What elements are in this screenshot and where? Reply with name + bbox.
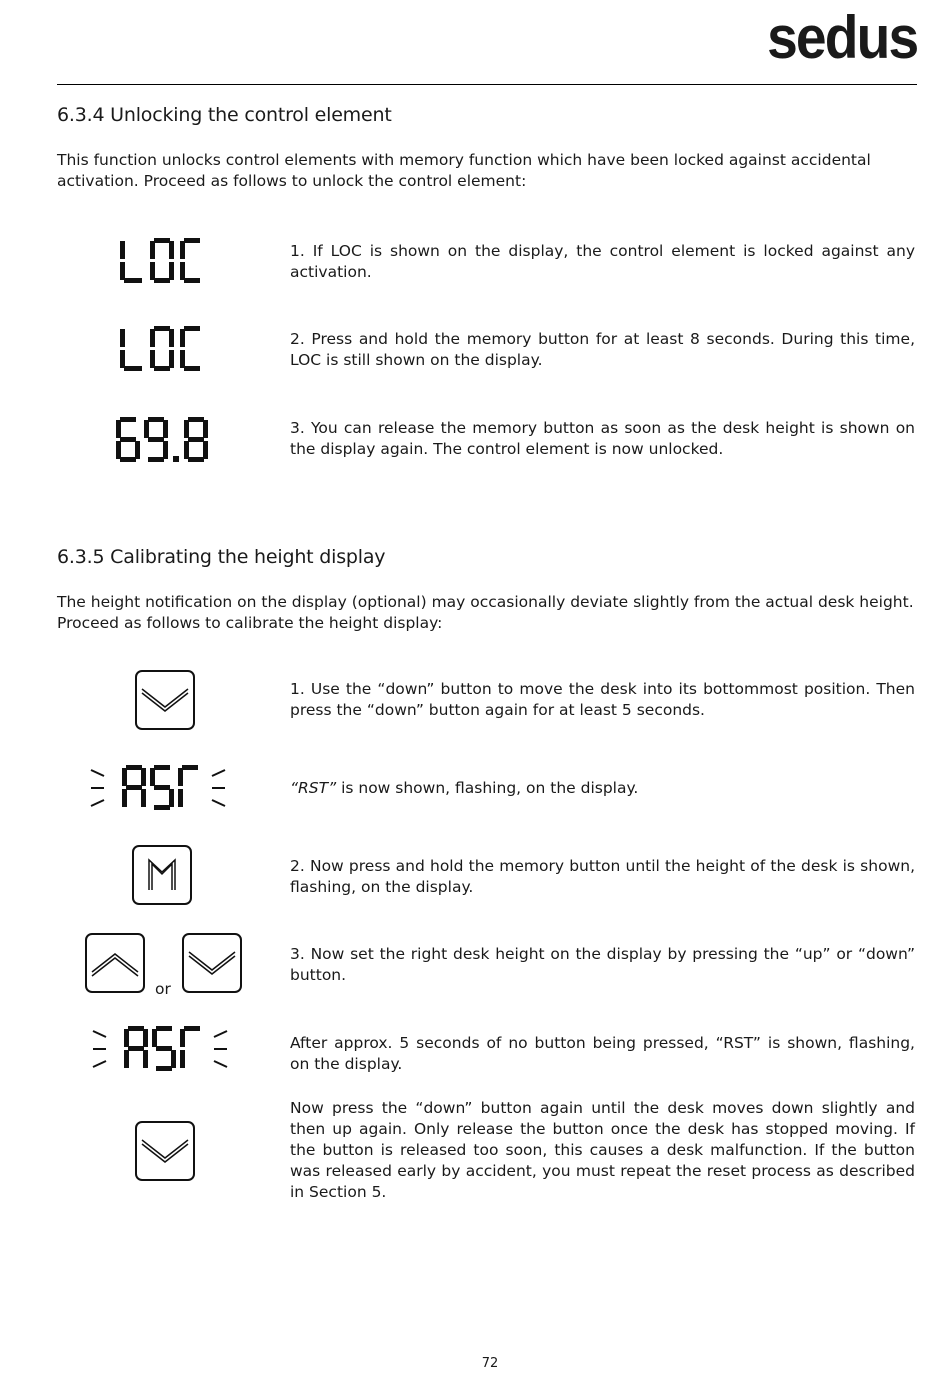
section-intro-unlocking: This function unlocks control elements with memory function which have been locked against accidental activation. Proceed as follows to unlock the control element: <box>57 151 871 190</box>
page-number: 72 <box>481 1356 499 1371</box>
down-button-icon <box>134 669 196 731</box>
header-divider <box>57 84 917 85</box>
down-button-icon <box>134 1120 196 1182</box>
down-button-icon <box>181 932 243 994</box>
height-display-icon <box>116 417 212 463</box>
section-intro-calibrating: The height notification on the display (optional) may occasionally deviate slightly from the actual desk height. Proceed as follows to calibrate the height display: <box>57 593 914 632</box>
up-button-icon <box>84 932 146 994</box>
sedus-logo: sedus <box>766 4 917 71</box>
calibrate-final-step: Now press the “down” button again until the desk moves down slightly and then up again. Only release the button once the desk has stopped moving. If the button is released too soon, this causes a desk malfunction. If the button was released early by accident, you must repeat the reset process as described in Section 5. <box>290 1099 915 1201</box>
loc-display-icon <box>118 238 202 284</box>
calibrate-step-2: 2. Now press and hold the memory button until the height of the desk is shown, flashing, on the display. <box>290 857 915 896</box>
or-label: or <box>155 980 171 998</box>
memory-button-icon <box>131 844 193 906</box>
section-heading-unlocking: 6.3.4 Unlocking the control element <box>57 104 392 126</box>
section-heading-calibrating: 6.3.5 Calibrating the height display <box>57 546 386 568</box>
unlock-step-1: 1. If LOC is shown on the display, the control element is locked against any activation. <box>290 242 915 281</box>
unlock-step-2: 2. Press and hold the memory button for at least 8 seconds. During this time, LOC is still shown on the display. <box>290 330 915 369</box>
calibrate-rst-flashing-2: After approx. 5 seconds of no button being pressed, “RST” is shown, flashing, on the display. <box>290 1034 915 1073</box>
calibrate-step-3: 3. Now set the right desk height on the display by pressing the “up” or “down” button. <box>290 945 915 984</box>
unlock-step-3: 3. You can release the memory button as soon as the desk height is shown on the display again. The control element is now unlocked. <box>290 419 915 458</box>
rst-flashing-display-icon <box>88 764 228 812</box>
calibrate-step-1: 1. Use the “down” button to move the desk into its bottommost position. Then press the “down” button again for at least 5 seconds. <box>290 680 915 719</box>
rst-flashing-display-icon <box>90 1025 230 1073</box>
loc-display-icon <box>118 326 202 372</box>
calibrate-rst-flashing-1: “RST” is now shown, flashing, on the display. <box>290 779 639 797</box>
